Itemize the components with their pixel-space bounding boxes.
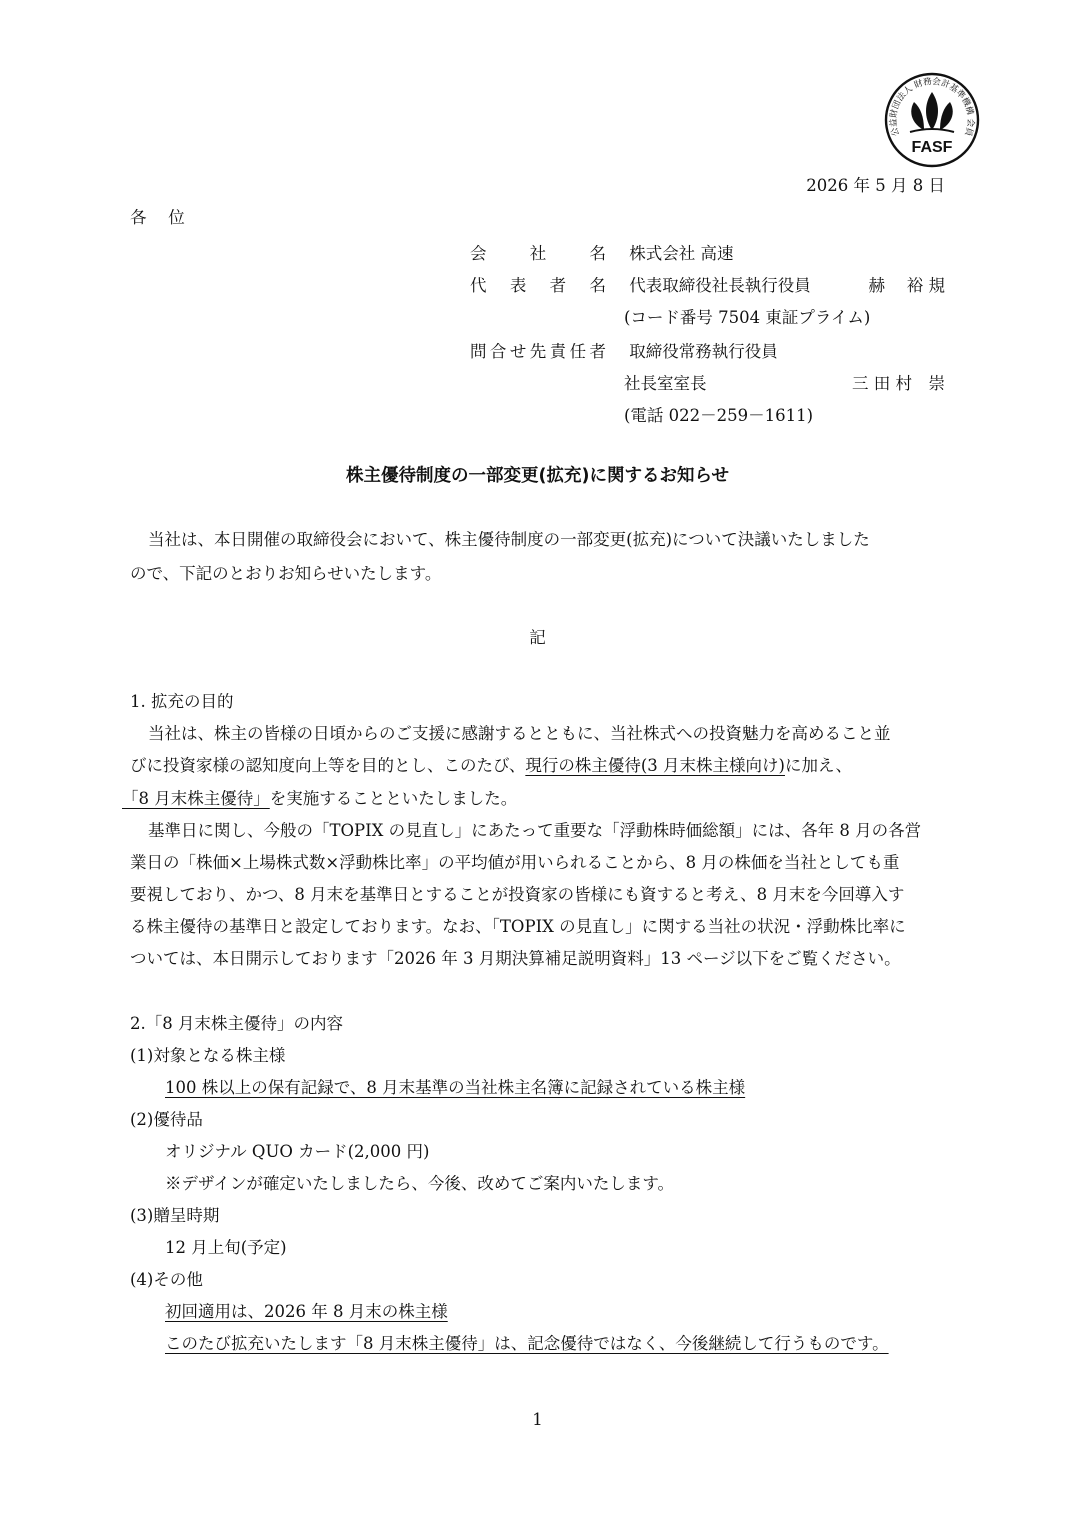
section1-heading: 1. 拡充の目的	[130, 692, 234, 711]
company-name: 株式会社 高速	[629, 244, 734, 263]
contact-name: 三 田 村 崇	[852, 374, 945, 393]
section1-para2-line-4: る株主優待の基準日と設定しております。なお、「TOPIX の見直し」に関する当社の状況・浮動株比率に	[130, 917, 906, 936]
contact-title: 取締役常務執行役員	[629, 342, 778, 361]
section2-sub2-body-2: ※デザインが確定いたしましたら、今後、改めてご案内いたします。	[165, 1174, 675, 1193]
fasf-seal-logo	[884, 72, 980, 168]
section2-heading: 2.「8 月末株主優待」の内容	[130, 1014, 343, 1033]
seal-ring-text: 公益財団法人 財務会計基準機構 会員	[888, 76, 976, 138]
section1-line-2c: に加え、	[784, 756, 852, 775]
section2-sub4-heading: (4)その他	[130, 1270, 203, 1289]
ki-mark: 記	[529, 628, 546, 647]
current-benefit-text: 現行の株主優待(3 月末株主様向け)	[525, 756, 785, 775]
intro-line-2: ので、下記のとおりお知らせいたします。	[130, 564, 442, 583]
section2-sub1-heading: (1)対象となる株主様	[130, 1046, 286, 1065]
representative-name: 赫 裕 規	[868, 276, 945, 295]
representative-label: 代 表 者 名	[470, 276, 606, 295]
company-row	[470, 240, 734, 264]
contact-label: 問合せ先責任者	[470, 342, 606, 361]
august-benefit-text: 「8 月末株主優待」	[122, 789, 270, 808]
section1-line-2a: びに投資家様の認知度向上等を目的とし、このたび、	[130, 756, 526, 775]
section1-line-3	[122, 785, 517, 809]
intro-line-1: 当社は、本日開催の取締役会において、株主優待制度の一部変更(拡充)について決議いたしました	[148, 530, 870, 549]
section2-sub2-body-1: オリジナル QUO カード(2,000 円)	[165, 1142, 430, 1161]
section1-para2-line-3: 要視しており、かつ、8 月末を基準日とすることが投資家の皆様にも資すると考え、8 月末を今回導入す	[130, 885, 905, 904]
section2-sub2-heading: (2)優待品	[130, 1110, 203, 1129]
section2-sub4-body-2: このたび拡充いたします「8 月末株主優待」は、記念優待ではなく、今後継続して行うものです。	[165, 1334, 889, 1353]
section1-para2-line-5: ついては、本日開示しております「2026 年 3 月期決算補足説明資料」13 ページ以下をご覧ください。	[130, 949, 901, 968]
representative-title: 代表取締役社長執行役員	[629, 276, 811, 295]
section1-para2-line-2: 業日の「株価×上場株式数×浮動株比率」の平均値が用いられることから、8 月の株価を当社としても重	[130, 853, 900, 872]
contact-department: 社長室室長	[624, 374, 707, 393]
page-number: 1	[532, 1410, 543, 1429]
contact-row	[470, 338, 778, 362]
company-label: 会 社 名	[470, 244, 606, 263]
document-date: 2026 年 5 月 8 日	[806, 176, 945, 195]
stock-code-line: (コード番号 7504 東証プライム)	[624, 308, 871, 327]
section2-sub3-body: 12 月上旬(予定)	[165, 1238, 287, 1257]
section1-para2-line-1: 基準日に関し、今般の「TOPIX の見直し」にあたって重要な「浮動株時価総額」には、各年 8 月の各営	[148, 821, 922, 840]
section1-line-1: 当社は、株主の皆様の日頃からのご支援に感謝するとともに、当社株式への投資魅力を高めること並	[148, 724, 891, 743]
section1-line-2	[130, 752, 852, 776]
contact-phone: (電話 022－259－1611)	[624, 406, 814, 425]
seal-mark-text: FASF	[911, 139, 953, 156]
addressee: 各 位	[130, 208, 185, 227]
representative-row	[470, 272, 811, 296]
document-title: 株主優待制度の一部変更(拡充)に関するお知らせ	[346, 466, 729, 486]
section2-sub3-heading: (3)贈呈時期	[130, 1206, 220, 1225]
section1-line-3b: を実施することといたしました。	[269, 789, 518, 808]
section2-sub1-body: 100 株以上の保有記録で、8 月末基準の当社株主名簿に記録されている株主様	[165, 1078, 746, 1097]
section2-sub4-body-1: 初回適用は、2026 年 8 月末の株主様	[165, 1302, 448, 1321]
